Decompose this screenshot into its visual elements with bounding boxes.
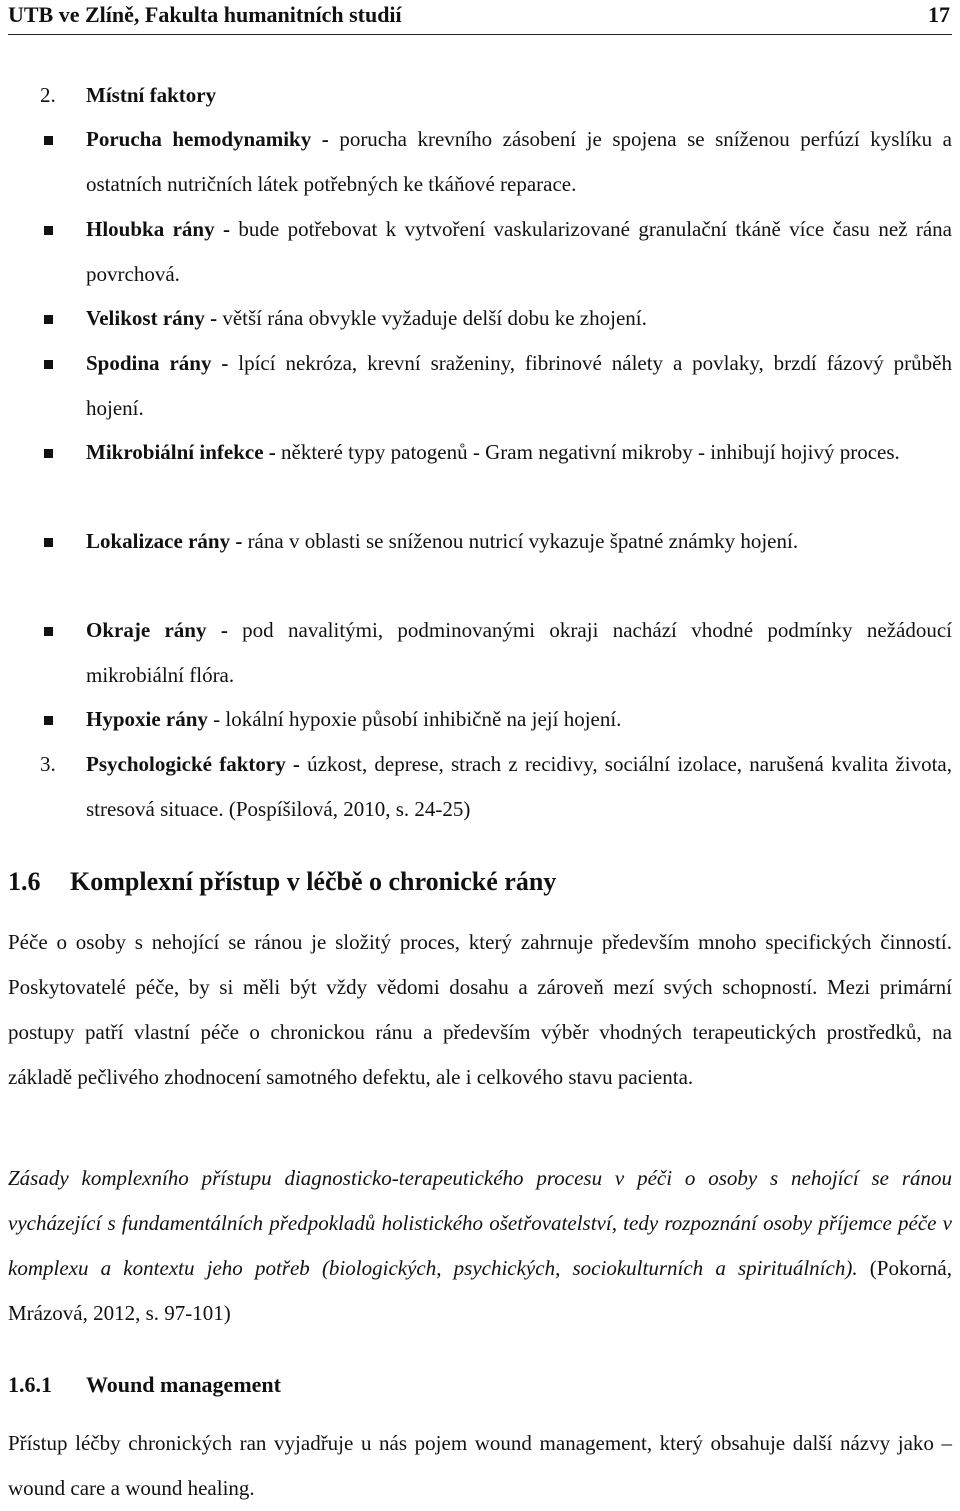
- list-item: [86, 341, 952, 431]
- heading-title: Komplexní přístup v léčbě o chronické rány: [70, 867, 557, 896]
- body-paragraph: Přístup léčby chronických ran vyjadřuje u nás pojem wound management, který obsahuje další názvy jako – wound care a wound healing.: [8, 1431, 952, 1500]
- bullet-text: rána v oblasti se sníženou nutricí vykazuje špatné známky hojení.: [247, 529, 799, 553]
- italic-text: Zásady komplexního přístupu diagnosticko-terapeutického procesu v péči o osoby s nehojící se ránou vycházející s fundamentálních předpokladů holistického ošetřovatelství, tedy rozpoznání osoby příjemce péče v komplexu a kontextu jeho potřeb (biologických, psychických, sociokulturních a spirituálních).: [8, 1166, 952, 1280]
- body-paragraph: Péče o osoby s nehojící se ránou je složitý proces, který zahrnuje především mnoho specifických činností. Poskytovatelé péče, by si měli být vždy vědomi dosahu a zároveň mezí svých schopností. Mezi primární postupy patří vlastní péče o chronickou ránu a především výběr vhodných terapeutických prostředků, na základě pečlivého zhodnocení samotného defektu, ale i celkového stavu pacienta.: [8, 930, 952, 1089]
- heading-number: 1.6.1: [8, 1372, 52, 1397]
- section-title: Místní faktory: [86, 83, 217, 107]
- body-paragraph: [8, 1156, 952, 1336]
- bullet-term: Porucha hemodynamiky -: [86, 127, 329, 151]
- bullet-term: Hloubka rány -: [86, 217, 230, 241]
- page-header: [8, 0, 952, 35]
- bullet-square-icon: [44, 136, 53, 145]
- subsection-heading: [8, 1365, 281, 1405]
- bullet-term: Lokalizace rány -: [86, 529, 243, 553]
- heading-number: 1.6: [8, 867, 41, 896]
- citation: (Pokorná, Mrázová, 2012, s. 97-101): [8, 1256, 953, 1325]
- list-item: [86, 742, 952, 832]
- list-number: 2.: [40, 83, 56, 107]
- bullet-square-icon: [44, 226, 53, 235]
- section-heading: [8, 862, 556, 902]
- bullet-term: Hypoxie rány: [86, 707, 208, 731]
- bullet-text: větší rána obvykle vyžaduje delší dobu ke zhojení.: [222, 306, 647, 330]
- list-item: [86, 207, 952, 297]
- list-item: [86, 697, 952, 742]
- list-item: [86, 117, 952, 207]
- header-title: UTB ve Zlíně, Fakulta humanitních studií: [8, 2, 402, 27]
- list-item: [86, 430, 952, 475]
- bullet-text: porucha krevního zásobení je spojena se sníženou perfúzí kyslíku a ostatních nutričních látek potřebných ke tkáňové reparace.: [86, 127, 952, 196]
- bullet-square-icon: [44, 627, 53, 636]
- bullet-term: Okraje rány -: [86, 618, 228, 642]
- bullet-text: - lokální hypoxie působí inhibičně na její hojení.: [213, 707, 622, 731]
- section-heading: [86, 73, 952, 118]
- list-item: [86, 608, 952, 698]
- bullet-square-icon: [44, 315, 53, 324]
- bullet-term: Spodina rány -: [86, 351, 229, 375]
- section-text: úzkost, deprese, strach z recidivy, sociální izolace, narušená kvalita života, stresová situace. (Pospíšilová, 2010, s. 24-25): [86, 752, 952, 821]
- bullet-square-icon: [44, 360, 53, 369]
- list-item: [86, 519, 952, 564]
- bullet-text: pod navalitými, podminovanými okraji nachází vhodné podmínky nežádoucí mikrobiální flóra.: [86, 618, 952, 687]
- list-number: 3.: [40, 752, 56, 776]
- page-number: 17: [928, 2, 950, 27]
- bullet-text: lpící nekróza, krevní sraženiny, fibrinové nálety a povlaky, brzdí fázový průběh hojení.: [86, 351, 953, 420]
- list-item: [86, 296, 952, 341]
- bullet-square-icon: [44, 449, 53, 458]
- heading-title: Wound management: [86, 1372, 281, 1397]
- bullet-text: některé typy patogenů - Gram negativní mikroby - inhibují hojivý proces.: [281, 440, 900, 464]
- bullet-square-icon: [44, 538, 53, 547]
- bullet-term: Velikost rány -: [86, 306, 218, 330]
- section-term: Psychologické faktory -: [86, 752, 300, 776]
- bullet-square-icon: [44, 716, 53, 725]
- bullet-term: Mikrobiální infekce -: [86, 440, 276, 464]
- bullet-text: bude potřebovat k vytvoření vaskularizované granulační tkáně více času než rána povrchová.: [86, 217, 952, 286]
